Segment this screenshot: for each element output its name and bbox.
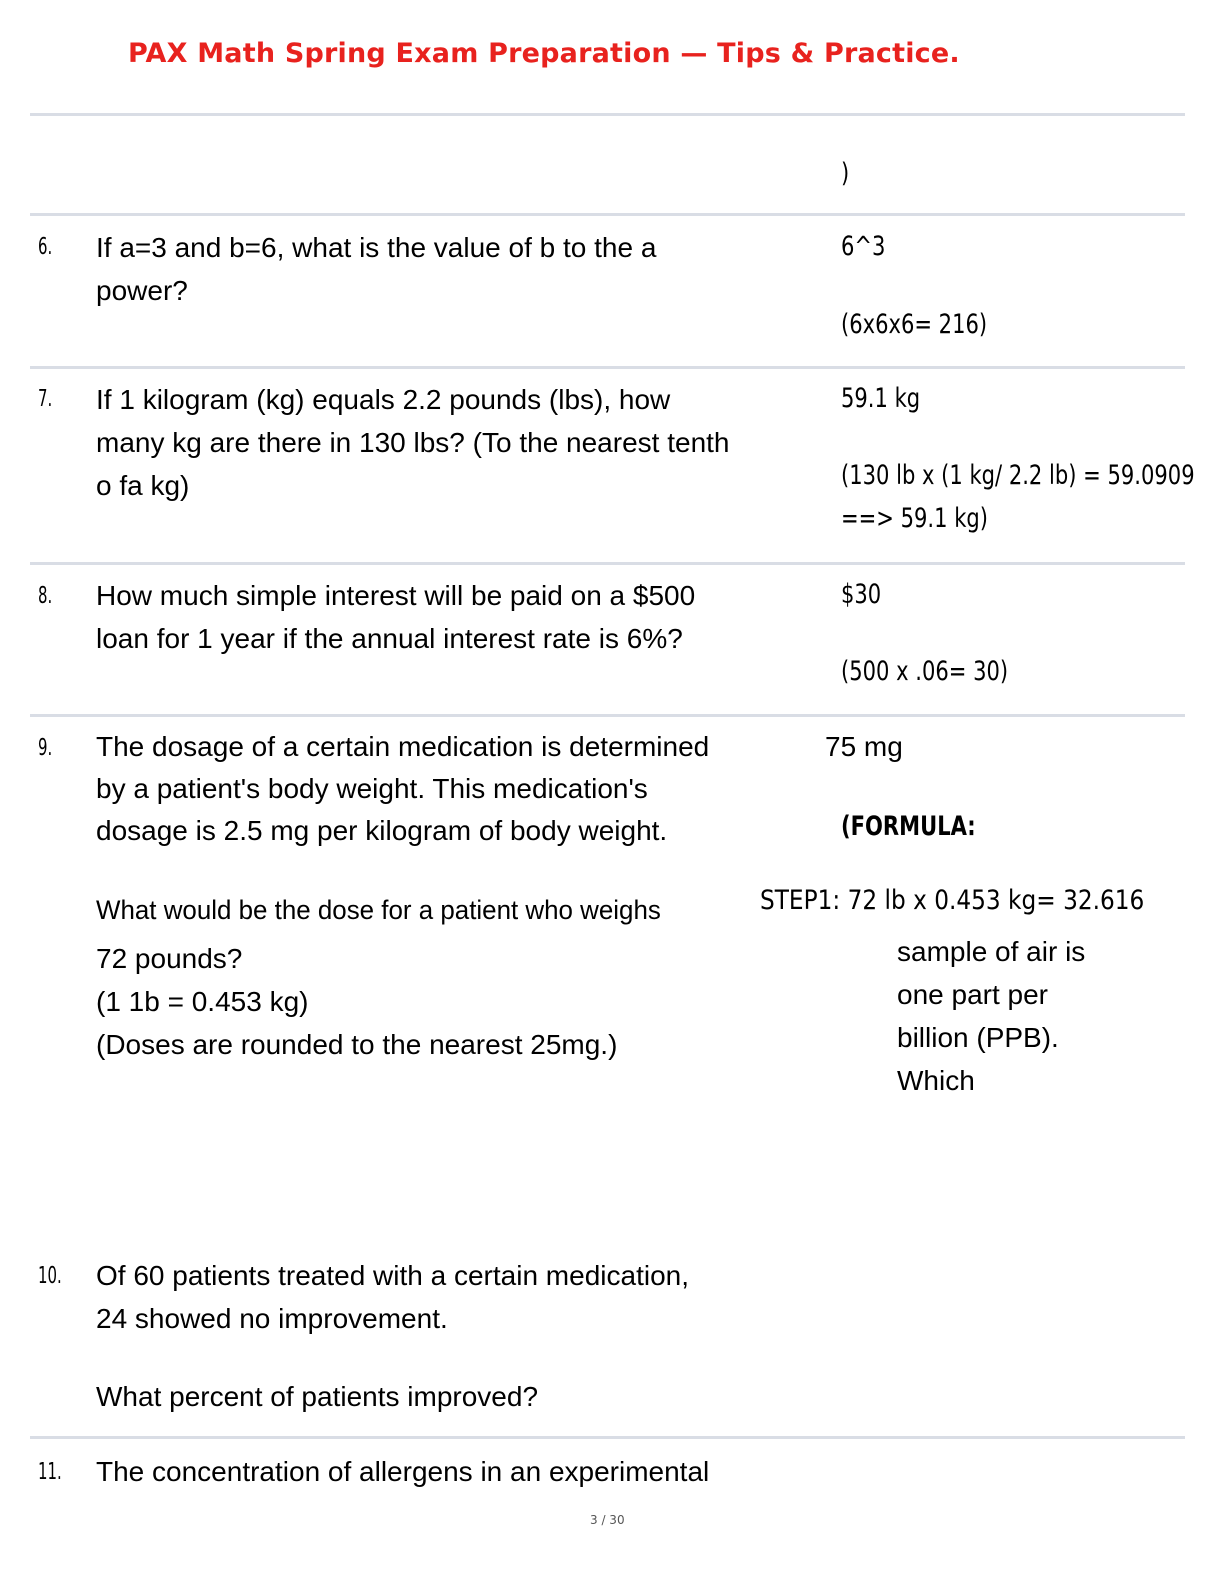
- question-line: power?: [96, 275, 188, 306]
- question-text: [96, 574, 695, 660]
- question-line: (Doses are rounded to the nearest 25mg.): [96, 1029, 618, 1060]
- question-number: 7.: [38, 386, 53, 412]
- question-line: How much simple interest will be paid on a $500: [96, 580, 696, 611]
- answer: 59.1 kg: [841, 383, 921, 414]
- question-line: loan for 1 year if the annual interest rate is 6%?: [96, 623, 683, 654]
- question-line: o fa kg): [96, 470, 190, 501]
- divider: [30, 1436, 1185, 1439]
- question-number: 11.: [38, 1459, 62, 1485]
- question-line: If 1 kilogram (kg) equals 2.2 pounds (lbs), how: [96, 384, 671, 415]
- question-line: Of 60 patients treated with a certain medication,: [96, 1260, 689, 1291]
- question-line: 72 pounds?: [96, 943, 243, 974]
- divider: [30, 213, 1185, 216]
- answer-work: (6x6x6= 216): [841, 309, 988, 340]
- answer-fragment: ): [841, 158, 850, 189]
- divider: [30, 113, 1185, 116]
- question-line: 24 showed no improvement.: [96, 1303, 448, 1334]
- overflow-text: [897, 930, 1085, 1102]
- answer: 75 mg: [825, 731, 903, 762]
- question-line: by a patient's body weight. This medication's: [96, 773, 648, 804]
- overflow-line: one part per: [897, 979, 1048, 1010]
- answer: $30: [841, 579, 882, 610]
- divider: [30, 562, 1185, 565]
- question-text: [96, 226, 656, 312]
- question-line: If a=3 and b=6, what is the value of b to the a: [96, 232, 657, 263]
- formula-label: (FORMULA:: [841, 811, 976, 842]
- question-text: [96, 378, 730, 507]
- question-text: [96, 1254, 689, 1340]
- page-title: PAX Math Spring Exam Preparation — Tips & Practice.: [128, 38, 960, 69]
- question-number: 9.: [38, 735, 53, 761]
- question-line: dosage is 2.5 mg per kilogram of body weight.: [96, 815, 668, 846]
- question-number: 8.: [38, 583, 53, 609]
- question-line: The dosage of a certain medication is determined: [96, 731, 710, 762]
- question-line: (1 1b = 0.453 kg): [96, 986, 309, 1017]
- answer-work: (500 x .06= 30): [841, 656, 1009, 687]
- answer: 6^3: [841, 231, 886, 262]
- question-text: [96, 726, 709, 852]
- divider: [30, 366, 1185, 369]
- question-number: 6.: [38, 234, 53, 260]
- overflow-line: billion (PPB).: [897, 1022, 1059, 1053]
- formula-step: STEP1: 72 lb x 0.453 kg= 32.616: [760, 885, 1145, 916]
- question-text: What percent of patients improved?: [96, 1381, 539, 1412]
- page-number: 3 / 30: [590, 1513, 625, 1527]
- question-text: The concentration of allergens in an experimental: [96, 1456, 710, 1487]
- answer-work: ==> 59.1 kg): [841, 503, 989, 534]
- divider: [30, 714, 1185, 717]
- answer-work: (130 lb x (1 kg/ 2.2 lb) = 59.0909: [841, 460, 1195, 491]
- question-text: What would be the dose for a patient who weighs: [96, 895, 661, 925]
- overflow-line: sample of air is: [897, 936, 1086, 967]
- question-text: [96, 937, 617, 1066]
- question-line: many kg are there in 130 lbs? (To the nearest tenth: [96, 427, 730, 458]
- overflow-line: Which: [897, 1065, 975, 1096]
- question-number: 10.: [38, 1263, 62, 1289]
